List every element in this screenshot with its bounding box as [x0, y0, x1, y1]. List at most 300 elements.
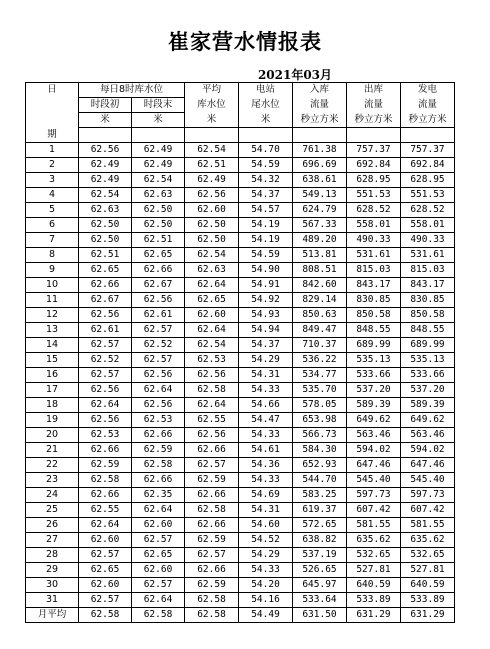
day-cell: 3 — [26, 173, 79, 188]
table-row — [26, 353, 455, 368]
report-period: 2021年03月 — [257, 68, 333, 82]
value-cell: 631.50 — [293, 608, 347, 623]
value-cell: 692.84 — [401, 158, 455, 173]
value-cell: 62.52 — [132, 338, 185, 353]
value-cell: 631.29 — [401, 608, 455, 623]
table-row — [26, 413, 455, 428]
value-cell: 54.33 — [239, 563, 293, 578]
value-cell: 535.13 — [347, 353, 401, 368]
value-cell: 62.50 — [132, 218, 185, 233]
value-cell: 689.99 — [347, 338, 401, 353]
value-cell: 62.56 — [79, 413, 132, 428]
header-empty — [293, 128, 347, 143]
value-cell: 533.64 — [293, 593, 347, 608]
value-cell: 689.99 — [401, 338, 455, 353]
table-row — [26, 578, 455, 593]
value-cell: 62.66 — [132, 263, 185, 278]
day-cell: 28 — [26, 548, 79, 563]
value-cell: 584.30 — [293, 443, 347, 458]
value-cell: 62.49 — [132, 158, 185, 173]
value-cell: 62.60 — [132, 518, 185, 533]
value-cell: 54.19 — [239, 233, 293, 248]
value-cell: 513.81 — [293, 248, 347, 263]
table-row — [26, 488, 455, 503]
value-cell: 62.58 — [132, 608, 185, 623]
value-cell: 531.61 — [347, 248, 401, 263]
header-blank — [26, 98, 79, 113]
value-cell: 62.59 — [79, 458, 132, 473]
table-row — [26, 338, 455, 353]
value-cell: 62.51 — [185, 158, 239, 173]
value-cell: 62.63 — [79, 203, 132, 218]
header-unit: 秒立方米 — [347, 113, 401, 128]
day-cell: 月平均 — [26, 608, 79, 623]
value-cell: 62.50 — [132, 203, 185, 218]
value-cell: 62.66 — [185, 443, 239, 458]
value-cell: 62.51 — [79, 248, 132, 263]
value-cell: 62.57 — [79, 338, 132, 353]
value-cell: 62.65 — [79, 563, 132, 578]
value-cell: 544.70 — [293, 473, 347, 488]
value-cell: 62.53 — [185, 353, 239, 368]
value-cell: 628.52 — [401, 203, 455, 218]
value-cell: 551.53 — [401, 188, 455, 203]
table-row — [26, 398, 455, 413]
value-cell: 54.70 — [239, 143, 293, 158]
value-cell: 62.56 — [132, 368, 185, 383]
day-cell: 6 — [26, 218, 79, 233]
value-cell: 54.91 — [239, 278, 293, 293]
header-row-2 — [26, 98, 455, 113]
value-cell: 54.37 — [239, 338, 293, 353]
day-cell: 24 — [26, 488, 79, 503]
header-unit: 米 — [79, 113, 132, 128]
value-cell: 815.03 — [401, 263, 455, 278]
value-cell: 624.79 — [293, 203, 347, 218]
day-cell: 25 — [26, 503, 79, 518]
value-cell: 537.19 — [293, 548, 347, 563]
value-cell: 62.56 — [132, 293, 185, 308]
value-cell: 566.73 — [293, 428, 347, 443]
value-cell: 54.59 — [239, 158, 293, 173]
value-cell: 635.62 — [347, 533, 401, 548]
value-cell: 583.25 — [293, 488, 347, 503]
value-cell: 62.58 — [79, 608, 132, 623]
day-cell: 10 — [26, 278, 79, 293]
value-cell: 535.13 — [401, 353, 455, 368]
header-empty — [401, 128, 455, 143]
value-cell: 62.64 — [132, 503, 185, 518]
value-cell: 526.65 — [293, 563, 347, 578]
value-cell: 537.20 — [347, 383, 401, 398]
value-cell: 549.13 — [293, 188, 347, 203]
header-period-start: 时段初 — [79, 98, 132, 113]
value-cell: 62.57 — [79, 368, 132, 383]
value-cell: 62.67 — [132, 278, 185, 293]
value-cell: 607.42 — [347, 503, 401, 518]
value-cell: 696.69 — [293, 158, 347, 173]
value-cell: 62.64 — [79, 518, 132, 533]
value-cell: 54.61 — [239, 443, 293, 458]
value-cell: 527.81 — [347, 563, 401, 578]
day-cell: 18 — [26, 398, 79, 413]
value-cell: 534.77 — [293, 368, 347, 383]
value-cell: 62.60 — [79, 578, 132, 593]
value-cell: 551.53 — [347, 188, 401, 203]
value-cell: 589.39 — [401, 398, 455, 413]
value-cell: 62.56 — [79, 143, 132, 158]
value-cell: 533.66 — [347, 368, 401, 383]
value-cell: 62.51 — [132, 233, 185, 248]
value-cell: 54.94 — [239, 323, 293, 338]
table-row — [26, 518, 455, 533]
value-cell: 62.64 — [185, 323, 239, 338]
value-cell: 647.46 — [401, 458, 455, 473]
day-cell: 19 — [26, 413, 79, 428]
header-generation-rate: 流量 — [401, 98, 455, 113]
header-period-end: 时段末 — [132, 98, 185, 113]
value-cell: 567.33 — [293, 218, 347, 233]
value-cell: 62.66 — [132, 428, 185, 443]
value-cell: 62.59 — [185, 578, 239, 593]
table-row — [26, 458, 455, 473]
value-cell: 62.60 — [79, 533, 132, 548]
header-empty — [79, 128, 132, 143]
value-cell: 532.65 — [401, 548, 455, 563]
header-outflow: 出库 — [347, 83, 401, 98]
value-cell: 62.54 — [185, 143, 239, 158]
value-cell: 62.66 — [79, 278, 132, 293]
value-cell: 54.59 — [239, 248, 293, 263]
table-row — [26, 548, 455, 563]
day-cell: 29 — [26, 563, 79, 578]
day-cell: 31 — [26, 593, 79, 608]
day-cell: 4 — [26, 188, 79, 203]
header-row-1 — [26, 83, 455, 98]
header-daily-water-level: 每日8时库水位 — [79, 83, 185, 98]
value-cell: 640.59 — [401, 578, 455, 593]
value-cell: 62.64 — [132, 593, 185, 608]
value-cell: 62.56 — [132, 398, 185, 413]
value-cell: 558.01 — [347, 218, 401, 233]
value-cell: 815.03 — [347, 263, 401, 278]
table-row — [26, 218, 455, 233]
value-cell: 54.31 — [239, 503, 293, 518]
value-cell: 62.55 — [79, 503, 132, 518]
value-cell: 653.98 — [293, 413, 347, 428]
value-cell: 62.53 — [132, 413, 185, 428]
value-cell: 647.46 — [347, 458, 401, 473]
value-cell: 54.33 — [239, 428, 293, 443]
value-cell: 62.67 — [79, 293, 132, 308]
average-row — [26, 608, 455, 623]
value-cell: 619.37 — [293, 503, 347, 518]
day-cell: 23 — [26, 473, 79, 488]
day-cell: 30 — [26, 578, 79, 593]
table-row — [26, 428, 455, 443]
header-empty — [185, 128, 239, 143]
table-row — [26, 533, 455, 548]
value-cell: 843.17 — [401, 278, 455, 293]
value-cell: 62.65 — [185, 293, 239, 308]
value-cell: 558.01 — [401, 218, 455, 233]
value-cell: 628.52 — [347, 203, 401, 218]
value-cell: 531.61 — [401, 248, 455, 263]
day-cell: 26 — [26, 518, 79, 533]
value-cell: 830.85 — [401, 293, 455, 308]
value-cell: 829.14 — [293, 293, 347, 308]
header-unit: 米 — [239, 113, 293, 128]
value-cell: 62.54 — [79, 188, 132, 203]
value-cell: 62.64 — [132, 383, 185, 398]
value-cell: 533.89 — [347, 593, 401, 608]
value-cell: 54.31 — [239, 368, 293, 383]
header-tailwater-level: 尾水位 — [239, 98, 293, 113]
value-cell: 62.65 — [79, 263, 132, 278]
value-cell: 62.61 — [79, 323, 132, 338]
value-cell: 62.58 — [185, 503, 239, 518]
value-cell: 843.17 — [347, 278, 401, 293]
value-cell: 62.65 — [132, 548, 185, 563]
value-cell: 545.40 — [347, 473, 401, 488]
value-cell: 54.33 — [239, 383, 293, 398]
value-cell: 638.61 — [293, 173, 347, 188]
value-cell: 54.92 — [239, 293, 293, 308]
day-cell: 12 — [26, 308, 79, 323]
value-cell: 62.54 — [185, 248, 239, 263]
day-cell: 20 — [26, 428, 79, 443]
value-cell: 563.46 — [401, 428, 455, 443]
value-cell: 850.58 — [401, 308, 455, 323]
table-row — [26, 278, 455, 293]
hydrology-table — [25, 82, 455, 623]
header-station: 电站 — [239, 83, 293, 98]
header-unit: 米 — [132, 113, 185, 128]
value-cell: 54.93 — [239, 308, 293, 323]
value-cell: 54.90 — [239, 263, 293, 278]
value-cell: 490.33 — [401, 233, 455, 248]
value-cell: 54.57 — [239, 203, 293, 218]
day-cell: 7 — [26, 233, 79, 248]
table-row — [26, 158, 455, 173]
header-row-4 — [26, 128, 455, 143]
value-cell: 62.66 — [79, 488, 132, 503]
day-cell: 1 — [26, 143, 79, 158]
value-cell: 62.49 — [79, 158, 132, 173]
value-cell: 848.55 — [401, 323, 455, 338]
day-cell: 16 — [26, 368, 79, 383]
day-cell: 27 — [26, 533, 79, 548]
value-cell: 62.55 — [185, 413, 239, 428]
value-cell: 62.49 — [132, 143, 185, 158]
value-cell: 62.58 — [185, 608, 239, 623]
value-cell: 607.42 — [401, 503, 455, 518]
value-cell: 62.56 — [185, 188, 239, 203]
value-cell: 62.66 — [185, 563, 239, 578]
value-cell: 62.58 — [79, 473, 132, 488]
header-row-3 — [26, 113, 455, 128]
value-cell: 848.55 — [347, 323, 401, 338]
value-cell: 62.49 — [79, 173, 132, 188]
value-cell: 62.57 — [79, 593, 132, 608]
table-row — [26, 293, 455, 308]
value-cell: 581.55 — [347, 518, 401, 533]
value-cell: 628.95 — [401, 173, 455, 188]
value-cell: 532.65 — [347, 548, 401, 563]
value-cell: 54.33 — [239, 473, 293, 488]
value-cell: 710.37 — [293, 338, 347, 353]
header-inflow-rate: 流量 — [293, 98, 347, 113]
value-cell: 850.58 — [347, 308, 401, 323]
value-cell: 54.32 — [239, 173, 293, 188]
value-cell: 62.57 — [79, 548, 132, 563]
value-cell: 563.46 — [347, 428, 401, 443]
value-cell: 757.37 — [347, 143, 401, 158]
header-blank — [26, 113, 79, 128]
value-cell: 597.73 — [347, 488, 401, 503]
header-reservoir-level: 库水位 — [185, 98, 239, 113]
value-cell: 54.36 — [239, 458, 293, 473]
value-cell: 54.69 — [239, 488, 293, 503]
value-cell: 62.50 — [79, 233, 132, 248]
value-cell: 638.82 — [293, 533, 347, 548]
header-empty — [347, 128, 401, 143]
value-cell: 536.22 — [293, 353, 347, 368]
header-day: 日 — [26, 83, 79, 98]
value-cell: 757.37 — [401, 143, 455, 158]
value-cell: 54.49 — [239, 608, 293, 623]
table-row — [26, 368, 455, 383]
value-cell: 761.38 — [293, 143, 347, 158]
value-cell: 581.55 — [401, 518, 455, 533]
value-cell: 537.20 — [401, 383, 455, 398]
day-cell: 21 — [26, 443, 79, 458]
value-cell: 62.57 — [132, 578, 185, 593]
table-row — [26, 233, 455, 248]
value-cell: 62.56 — [185, 428, 239, 443]
value-cell: 62.58 — [185, 383, 239, 398]
value-cell: 62.49 — [185, 173, 239, 188]
value-cell: 62.64 — [185, 398, 239, 413]
value-cell: 62.35 — [132, 488, 185, 503]
day-cell: 2 — [26, 158, 79, 173]
value-cell: 490.33 — [347, 233, 401, 248]
header-average: 平均 — [185, 83, 239, 98]
table-row — [26, 263, 455, 278]
value-cell: 62.59 — [185, 533, 239, 548]
value-cell: 62.66 — [132, 473, 185, 488]
value-cell: 62.66 — [79, 443, 132, 458]
header-generation: 发电 — [401, 83, 455, 98]
table-row — [26, 383, 455, 398]
value-cell: 533.66 — [401, 368, 455, 383]
table-row — [26, 188, 455, 203]
value-cell: 489.20 — [293, 233, 347, 248]
value-cell: 62.59 — [132, 443, 185, 458]
value-cell: 652.93 — [293, 458, 347, 473]
value-cell: 572.65 — [293, 518, 347, 533]
value-cell: 649.62 — [347, 413, 401, 428]
value-cell: 545.40 — [401, 473, 455, 488]
table-row — [26, 143, 455, 158]
table-row — [26, 593, 455, 608]
value-cell: 589.39 — [347, 398, 401, 413]
table-row — [26, 308, 455, 323]
header-inflow: 入库 — [293, 83, 347, 98]
value-cell: 54.20 — [239, 578, 293, 593]
value-cell: 62.60 — [185, 308, 239, 323]
value-cell: 62.50 — [79, 218, 132, 233]
value-cell: 62.59 — [185, 473, 239, 488]
value-cell: 594.02 — [347, 443, 401, 458]
value-cell: 62.57 — [185, 548, 239, 563]
day-cell: 22 — [26, 458, 79, 473]
value-cell: 597.73 — [401, 488, 455, 503]
value-cell: 62.57 — [185, 458, 239, 473]
value-cell: 535.70 — [293, 383, 347, 398]
header-unit: 米 — [185, 113, 239, 128]
value-cell: 808.51 — [293, 263, 347, 278]
header-unit: 秒立方米 — [293, 113, 347, 128]
value-cell: 54.37 — [239, 188, 293, 203]
day-cell: 11 — [26, 293, 79, 308]
value-cell: 62.53 — [79, 428, 132, 443]
value-cell: 594.02 — [401, 443, 455, 458]
value-cell: 54.47 — [239, 413, 293, 428]
value-cell: 62.56 — [79, 383, 132, 398]
value-cell: 830.85 — [347, 293, 401, 308]
value-cell: 62.64 — [79, 398, 132, 413]
value-cell: 62.63 — [132, 188, 185, 203]
value-cell: 62.50 — [185, 233, 239, 248]
table-row — [26, 323, 455, 338]
value-cell: 645.97 — [293, 578, 347, 593]
value-cell: 62.56 — [185, 368, 239, 383]
report-title: 崔家营水情报表 — [168, 29, 322, 54]
value-cell: 54.29 — [239, 548, 293, 563]
header-unit: 秒立方米 — [401, 113, 455, 128]
value-cell: 54.66 — [239, 398, 293, 413]
value-cell: 631.29 — [347, 608, 401, 623]
table-row — [26, 203, 455, 218]
value-cell: 62.54 — [185, 338, 239, 353]
table-row — [26, 563, 455, 578]
value-cell: 649.62 — [401, 413, 455, 428]
table-row — [26, 248, 455, 263]
value-cell: 527.81 — [401, 563, 455, 578]
value-cell: 62.50 — [185, 218, 239, 233]
value-cell: 62.61 — [132, 308, 185, 323]
value-cell: 62.57 — [132, 533, 185, 548]
value-cell: 54.29 — [239, 353, 293, 368]
value-cell: 62.65 — [132, 248, 185, 263]
value-cell: 62.56 — [79, 308, 132, 323]
day-cell: 9 — [26, 263, 79, 278]
value-cell: 62.54 — [132, 173, 185, 188]
day-cell: 5 — [26, 203, 79, 218]
value-cell: 54.16 — [239, 593, 293, 608]
value-cell: 62.66 — [185, 488, 239, 503]
table-row — [26, 503, 455, 518]
day-cell: 15 — [26, 353, 79, 368]
value-cell: 62.63 — [185, 263, 239, 278]
value-cell: 628.95 — [347, 173, 401, 188]
header-empty — [239, 128, 293, 143]
value-cell: 62.60 — [132, 563, 185, 578]
value-cell: 62.66 — [185, 518, 239, 533]
value-cell: 62.58 — [185, 593, 239, 608]
value-cell: 842.60 — [293, 278, 347, 293]
